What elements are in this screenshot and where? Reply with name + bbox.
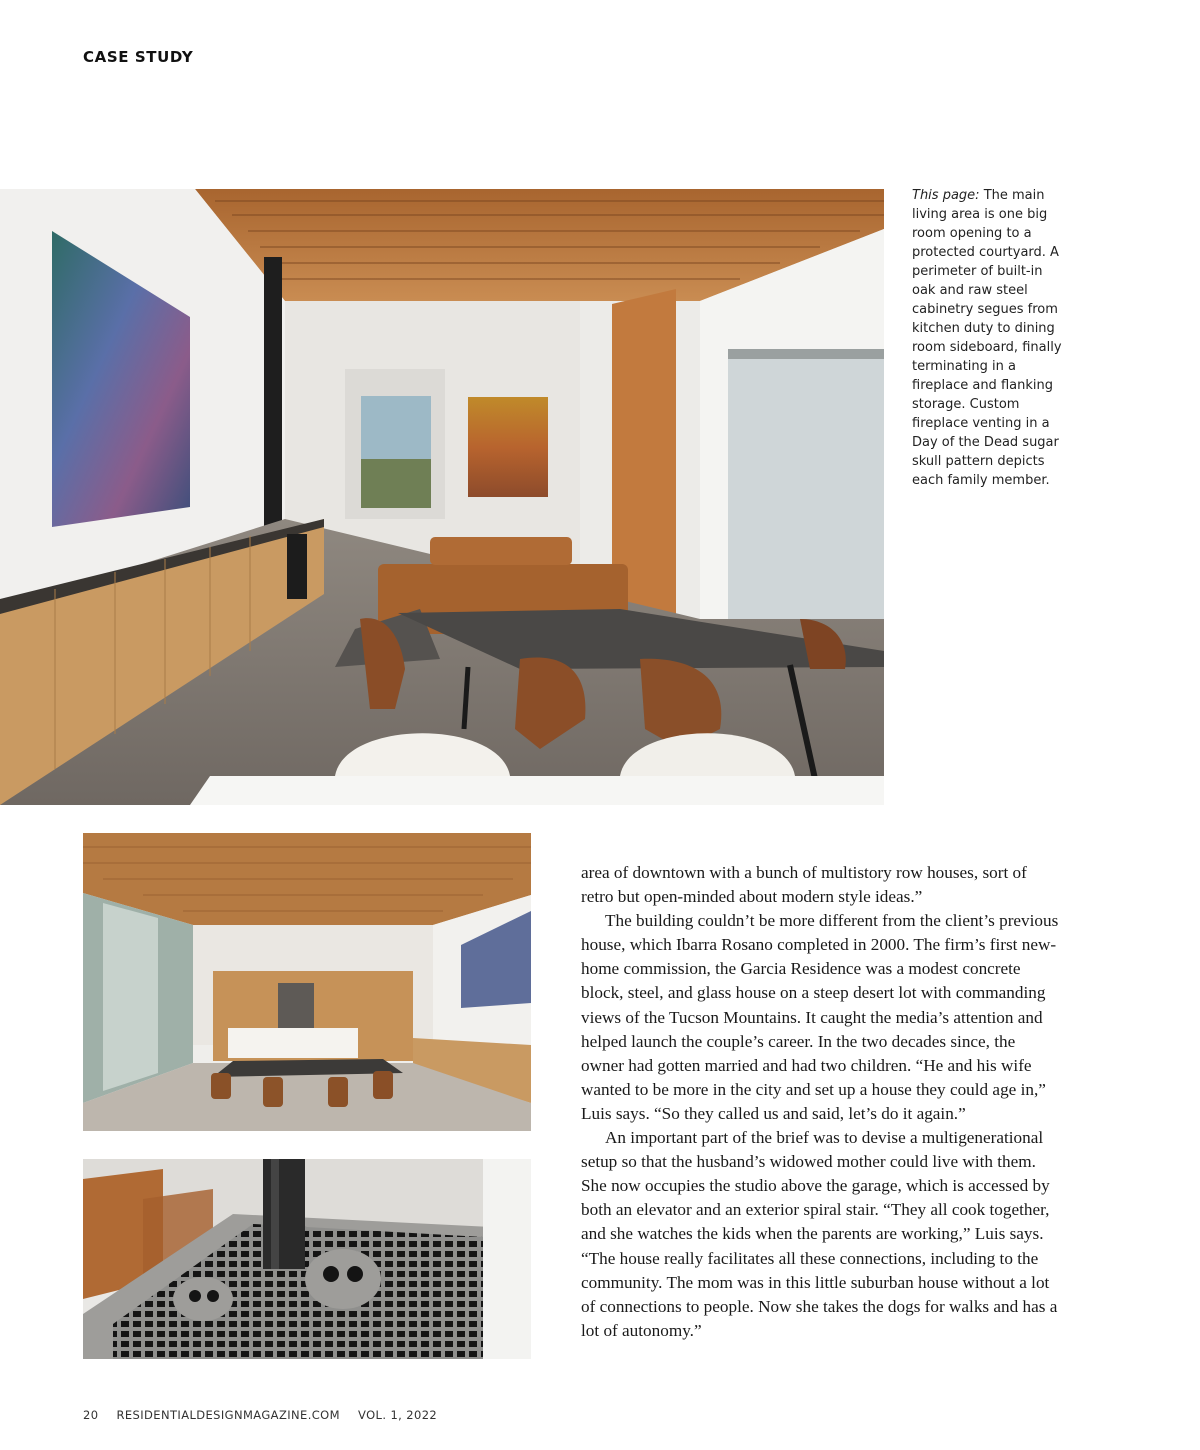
- caption-text: The main living area is one big room opening to a protected courtyard. A perimeter of built-in oak and raw steel cabinetry segues from kitchen duty to dining room sideboard, finally terminating in a fireplace and flanking storage. Custom fireplace venting in a Day of the Dead sugar skull pattern depicts each family member.: [912, 188, 1062, 488]
- living-room-photo: [0, 189, 884, 805]
- volume-info: VOL. 1, 2022: [358, 1408, 438, 1422]
- article-body: [581, 861, 1061, 1343]
- page-number: 20: [83, 1408, 99, 1422]
- article-paragraph: area of downtown with a bunch of multistory row houses, sort of retro but open-minded about modern style ideas.”: [581, 863, 1027, 907]
- article-paragraph: The building couldn’t be more different from the client’s previous house, which Ibarra Rosano completed in 2000. The firm’s first new-home commission, the Garcia Residence was a modest concrete block, steel, and glass house on a steep desert lot with commanding views of the Tucson Mountains. It caught the media’s attention and helped launch the couple’s career. In the two decades since, the owner had gotten married and had two children. “He and his wife wanted to be more in the city and set up a house they could age in,” Luis says. “So they called us and said, let’s do it again.”: [581, 911, 1059, 1123]
- magazine-website: RESIDENTIALDESIGNMAGAZINE.COM: [116, 1408, 340, 1422]
- page-footer: [83, 1408, 451, 1422]
- section-label: CASE STUDY: [83, 48, 194, 66]
- caption-lead: This page:: [912, 188, 980, 203]
- dining-room-photo: [83, 833, 531, 1131]
- photo-caption: [912, 186, 1062, 490]
- article-paragraph: An important part of the brief was to devise a multigenerational setup so that the husband’s widowed mother could live with them. She now occupies the studio above the garage, which is accessed by both an elevator and an exterior spiral stair. “They all cook together, and she watches the kids when the parents are working,” Luis says. “The house really facilitates all these connections, including to the community. The mom was in this little suburban house without a lot of connections to people. Now she takes the dogs for walks and has a lot of autonomy.”: [581, 1128, 1058, 1340]
- fireplace-vent-photo: [83, 1159, 531, 1359]
